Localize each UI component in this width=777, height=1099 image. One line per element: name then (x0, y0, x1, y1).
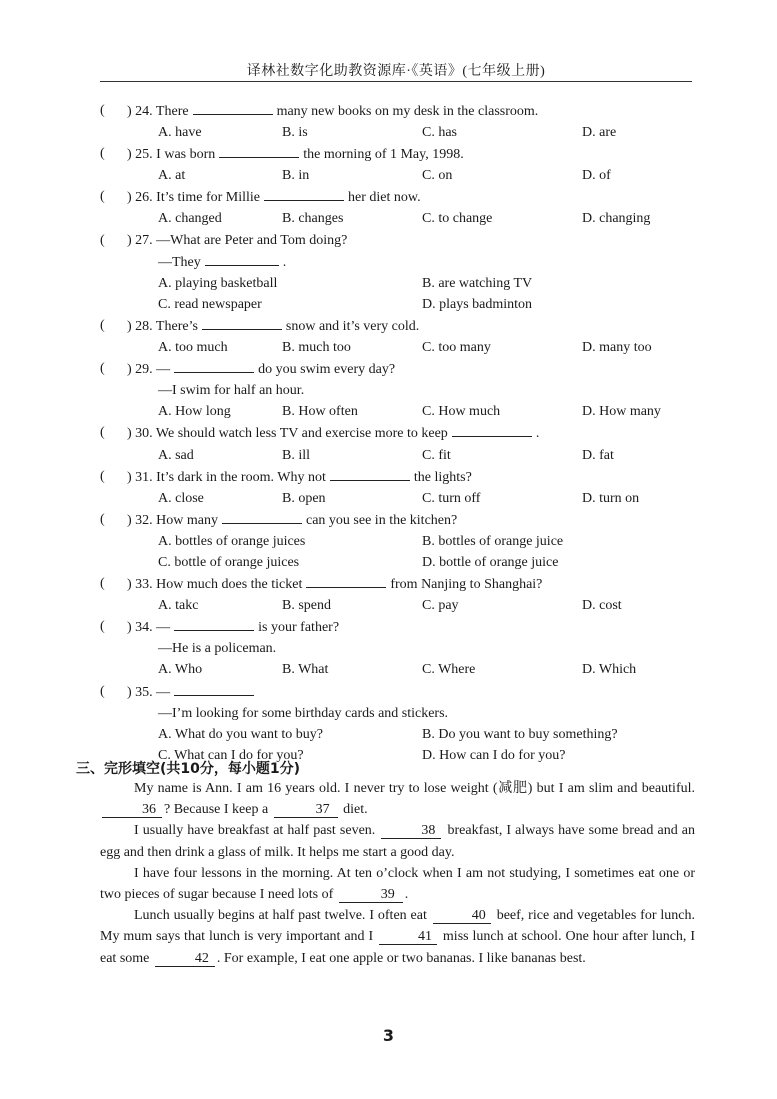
question-text: many new books on my desk in the classroom. (276, 104, 539, 119)
passage-text: beef, rice and vegetables for lunch. My mum says that lunch is very important and I (100, 908, 695, 945)
section-title-cloze: 三、完形填空(共10分，每小题1分) (76, 761, 301, 777)
option-a[interactable]: A. too much (158, 340, 228, 356)
question-text: — (156, 684, 171, 700)
question-item (100, 681, 700, 766)
question-text: How many (156, 512, 218, 528)
option-c[interactable]: C. pay (422, 598, 459, 614)
question-stem (100, 100, 700, 122)
option-b[interactable]: B. in (282, 168, 310, 184)
passage-text: My name is Ann. I am 16 years old. I never try to lose weight (减肥) but I am slim and beautiful. (134, 781, 695, 796)
answer-blank[interactable] (174, 616, 254, 631)
answer-blank[interactable] (264, 186, 344, 201)
question-number: ) 25. (127, 147, 153, 163)
answer-bracket[interactable]: ( (100, 619, 105, 635)
cloze-blank[interactable]: 40 (433, 908, 491, 924)
options-row (100, 724, 700, 745)
cloze-blank[interactable]: 37 (274, 802, 338, 818)
passage-text: I have four lessons in the morning. At ten o’clock when I am not studying, I sometimes eat one or two pieces of sugar because I need lots of (100, 865, 695, 903)
answer-bracket[interactable]: ( (100, 232, 105, 248)
question-text: — (156, 362, 171, 378)
option-c[interactable]: C. What can I do for you? (158, 747, 304, 763)
option-d[interactable]: D. bottle of orange juice (422, 554, 559, 570)
question-number: ) 24. (127, 104, 153, 119)
question-text: I was born (156, 147, 216, 163)
option-c[interactable]: C. bottle of orange juices (158, 554, 300, 570)
question-stem (100, 358, 700, 380)
option-c[interactable]: C. has (422, 125, 457, 141)
options-row (100, 208, 700, 229)
page-number: 3 (382, 1026, 395, 1045)
option-d[interactable]: D. changing (582, 211, 651, 227)
option-a[interactable]: A. What do you want to buy? (158, 726, 323, 742)
question-stem (100, 315, 700, 337)
question-item (100, 422, 700, 465)
multiple-choice-section (100, 100, 700, 766)
passage-text: breakfast, I always have some bread and an egg and then drink a glass of milk. It helps me start a good day. (100, 823, 696, 860)
question-number: ) 34. (127, 620, 153, 636)
option-a[interactable]: A. takc (158, 598, 199, 614)
question-text: her diet now. (348, 190, 421, 206)
option-d[interactable]: D. are (582, 125, 617, 141)
cloze-blank[interactable]: 41 (379, 929, 437, 945)
answer-blank[interactable] (174, 681, 254, 696)
answer-bracket[interactable]: ( (100, 468, 105, 484)
question-stem (100, 509, 700, 531)
question-text: snow and it’s very cold. (285, 318, 420, 334)
option-d[interactable]: D. turn on (582, 490, 640, 506)
options-row (100, 659, 700, 680)
question-stem (100, 143, 700, 165)
options-row (100, 165, 700, 186)
option-b[interactable]: B. spend (282, 598, 331, 614)
passage-text: . (404, 887, 409, 903)
options-row (100, 531, 700, 552)
question-number: ) 35. (127, 684, 153, 700)
passage-paragraph (100, 863, 695, 905)
question-text: the morning of 1 May, 1998. (303, 147, 464, 163)
options-row (100, 401, 700, 422)
option-b[interactable]: B. What (282, 662, 329, 678)
question-text: can you see in the kitchen? (306, 512, 458, 528)
option-d[interactable]: D. How can I do for you? (422, 747, 566, 763)
answer-bracket[interactable]: ( (100, 317, 105, 333)
option-a[interactable]: A. Who (158, 662, 203, 678)
option-c[interactable]: C. on (422, 168, 453, 184)
question-stem (100, 230, 700, 251)
options-row (100, 294, 700, 315)
question-text: We should watch less TV and exercise more to keep (155, 426, 448, 442)
option-a[interactable]: A. at (158, 168, 186, 184)
options-row (100, 122, 700, 143)
answer-blank[interactable] (222, 509, 302, 524)
answer-bracket[interactable]: ( (100, 683, 105, 699)
options-row (100, 445, 700, 466)
dialog-line: —I’m looking for some birthday cards and stickers. (158, 705, 449, 721)
question-stem (100, 186, 700, 208)
passage-paragraph (100, 778, 695, 820)
question-number: ) 33. (127, 577, 153, 593)
passage-text: . For example, I eat one apple or two bananas. I like bananas best. (216, 950, 586, 966)
question-item (100, 509, 700, 573)
option-a[interactable]: A. sad (158, 447, 194, 463)
options-row (100, 552, 700, 573)
option-d[interactable]: D. How many (582, 404, 661, 420)
question-stem (100, 573, 700, 595)
option-c[interactable]: C. fit (422, 447, 451, 463)
dialog-line: —He is a policeman. (158, 641, 277, 657)
option-a[interactable]: A. have (158, 125, 202, 141)
option-d[interactable]: D. fat (582, 447, 614, 463)
question-text: . (535, 426, 540, 442)
question-text: do you swim every day? (258, 362, 396, 378)
answer-bracket[interactable]: ( (100, 425, 105, 441)
options-row (100, 488, 700, 509)
question-text: There’s (155, 318, 198, 334)
dialog-text: . (282, 254, 287, 270)
option-a[interactable]: A. changed (158, 211, 222, 227)
question-stem (100, 466, 700, 488)
option-b[interactable]: B. changes (282, 211, 344, 227)
question-stem (100, 681, 700, 703)
option-b[interactable]: B. bottles of orange juice (422, 533, 564, 549)
answer-blank[interactable] (452, 422, 532, 437)
dialog-text: —They (158, 254, 201, 270)
question-text: How much does the ticket (156, 577, 303, 593)
question-stem (100, 422, 700, 444)
option-b[interactable]: B. is (282, 125, 308, 141)
question-text: It’s time for Millie (156, 190, 260, 206)
answer-bracket[interactable]: ( (100, 146, 105, 162)
question-item (100, 230, 700, 315)
cloze-blank[interactable]: 36 (102, 802, 162, 818)
option-b[interactable]: B. How often (282, 404, 358, 420)
answer-blank[interactable] (219, 143, 299, 158)
question-number: ) 30. (127, 426, 153, 442)
answer-blank[interactable] (306, 573, 386, 588)
passage-text: miss lunch at school. One hour after lunch, I eat some (100, 929, 695, 966)
question-item (100, 186, 700, 229)
question-number: ) 32. (127, 512, 153, 528)
question-number: ) 31. (127, 469, 153, 485)
option-a[interactable]: A. playing basketball (158, 275, 278, 291)
question-number: ) 28. (127, 318, 153, 334)
dialog-line (100, 251, 700, 273)
cloze-blank[interactable]: 42 (155, 951, 215, 967)
option-c[interactable]: C. to change (422, 211, 493, 227)
option-b[interactable]: B. open (282, 490, 326, 506)
option-a[interactable]: A. bottles of orange juices (158, 533, 306, 549)
question-item (100, 100, 700, 143)
question-text: is your father? (258, 620, 340, 636)
cloze-blank[interactable]: 38 (381, 823, 441, 839)
question-number: ) 26. (127, 190, 153, 206)
option-d[interactable]: D. cost (582, 598, 622, 614)
question-item (100, 143, 700, 186)
options-row (100, 595, 700, 616)
option-c[interactable]: C. too many (422, 340, 491, 356)
passage-paragraph (100, 905, 695, 969)
header-rule (100, 81, 692, 82)
options-row (100, 273, 700, 294)
answer-blank[interactable] (202, 315, 282, 330)
option-b[interactable]: B. are watching TV (422, 275, 533, 291)
option-d[interactable]: D. many too (582, 340, 652, 356)
option-b[interactable]: B. much too (282, 340, 351, 356)
answer-blank[interactable] (330, 466, 410, 481)
question-number: ) 27. (127, 232, 153, 248)
passage-text: I usually have breakfast at half past seven. (134, 823, 376, 839)
option-d[interactable]: D. Which (582, 662, 637, 678)
passage-text: diet. (343, 802, 368, 818)
question-item (100, 315, 700, 358)
answer-bracket[interactable]: ( (100, 511, 105, 527)
answer-bracket[interactable]: ( (100, 361, 105, 377)
option-c[interactable]: C. turn off (422, 490, 481, 506)
option-c[interactable]: C. How much (422, 404, 501, 420)
option-b[interactable]: B. Do you want to buy something? (422, 726, 618, 742)
cloze-passage (100, 778, 695, 969)
option-a[interactable]: A. How long (158, 404, 231, 420)
question-text: from Nanjing to Shanghai? (390, 577, 543, 593)
option-d[interactable]: D. plays badminton (422, 296, 533, 312)
question-item (100, 466, 700, 509)
dialog-line: —I swim for half an hour. (158, 383, 305, 399)
question-item (100, 573, 700, 616)
question-text: It’s dark in the room. Why not (156, 469, 326, 485)
answer-blank[interactable] (174, 358, 254, 373)
question-stem (100, 616, 700, 638)
question-text: — (156, 620, 171, 636)
answer-bracket[interactable]: ( (100, 576, 105, 592)
answer-bracket[interactable]: ( (100, 189, 105, 205)
question-text: There (155, 104, 189, 119)
answer-blank[interactable] (205, 251, 279, 266)
cloze-blank[interactable]: 39 (339, 887, 403, 903)
option-c[interactable]: C. read newspaper (158, 296, 262, 312)
passage-paragraph (100, 820, 695, 862)
question-item (100, 358, 700, 422)
option-a[interactable]: A. close (158, 490, 204, 506)
option-c[interactable]: C. Where (422, 662, 476, 678)
option-b[interactable]: B. ill (282, 447, 311, 463)
option-d[interactable]: D. of (582, 168, 611, 184)
page-header: 译林社数字化助教资源库·《英语》(七年级上册) (246, 64, 546, 79)
question-text: the lights? (413, 469, 472, 485)
answer-bracket[interactable]: ( (100, 103, 105, 118)
question-item (100, 616, 700, 680)
answer-blank[interactable] (193, 100, 273, 115)
question-number: ) 29. (127, 362, 153, 378)
passage-text: Lunch usually begins at half past twelve. I often eat (134, 908, 427, 924)
passage-text: ? Because I keep a (164, 802, 269, 818)
question-text: —What are Peter and Tom doing? (156, 232, 348, 248)
options-row (100, 337, 700, 358)
